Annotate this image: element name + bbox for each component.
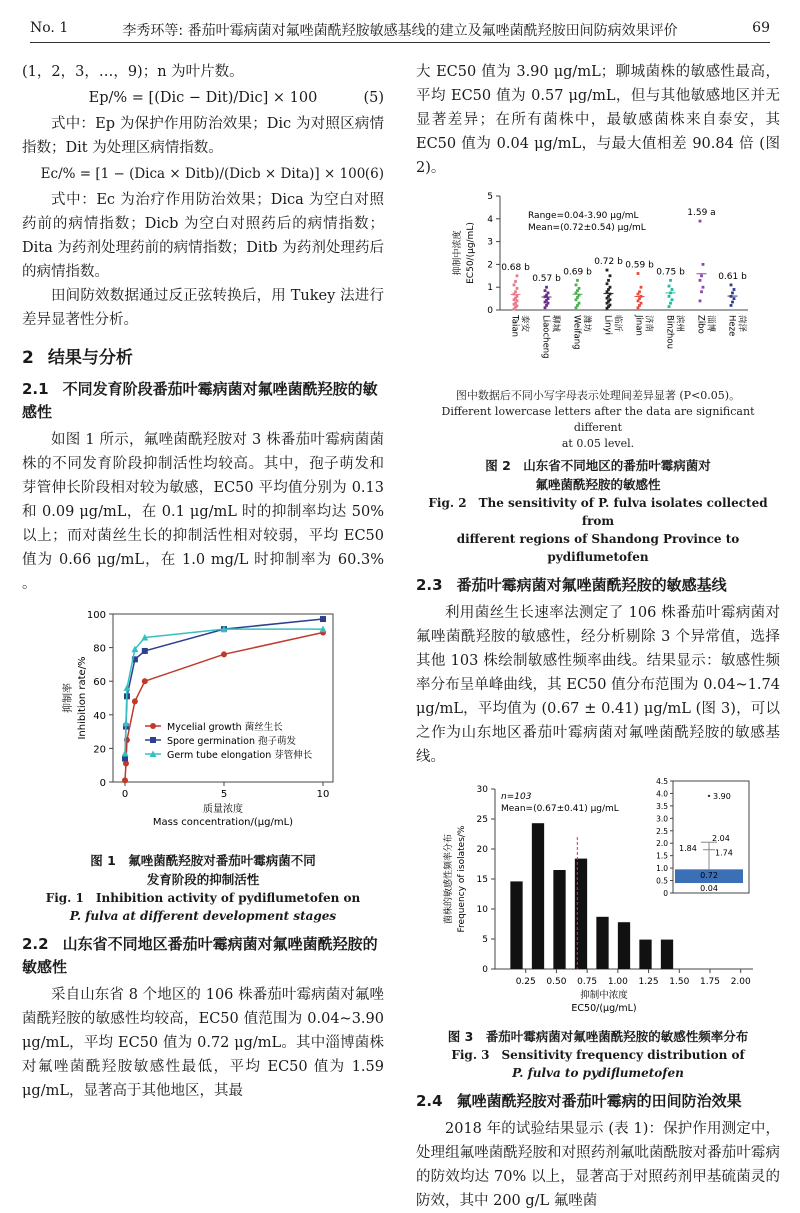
data-point [609,286,612,289]
section-2-1-heading [22,378,384,424]
caption-line: 图 3 番茄叶霉病菌对氟唑菌酰羟胺的敏感性频率分布 [447,1029,749,1044]
data-point [547,302,550,305]
caption-line: P. fulva to pydiflumetofen [512,1066,684,1080]
annotation-range: Range=0.04-3.90 μg/mL [528,211,639,221]
x-tick-label-en: Taian [509,315,520,337]
data-point [516,274,519,277]
left-column [22,60,384,1103]
running-header [30,18,770,43]
data-point [514,280,517,283]
x-tick-label-cn: 临沂 [612,315,623,333]
x-tick-label: 0.50 [546,977,567,987]
y-tick-label: 5 [482,935,488,945]
data-point [638,290,641,293]
caption-line: 氟唑菌酰羟胺的敏感性 [535,477,661,492]
intro-line: (1，2，3，…，9)；n 为叶片数。 [22,64,244,80]
data-point [516,287,519,290]
mean-label: 0.68 b [501,262,530,273]
data-point [668,305,671,308]
page-number: 69 [752,20,770,36]
data-point [516,304,519,307]
x-axis-label-en: EC50/(μg/mL) [571,1003,637,1014]
x-tick-label-cn: 潍坊 [581,315,592,333]
data-point [578,287,581,290]
running-title: 李秀环等: 番茄叶霉病菌对氟唑菌酰羟胺敏感基线的建立及氟唑菌酰羟胺田间防病效果评价 [122,23,678,39]
data-point [513,284,516,287]
y-axis-label-cn: 抑制中浓度 [453,230,463,276]
data-point [576,279,579,282]
figure-3 [416,777,780,1023]
y-tick-label: 100 [86,610,106,621]
data-point [132,698,138,704]
caption-line: Fig. 2 The sensitivity of P. fulva isolates collected from [428,496,768,528]
data-point [575,284,578,287]
data-point [668,295,671,298]
section-number: 2 [22,348,34,368]
y-axis-label-cn: 抑制率 [63,683,74,713]
histogram-bar [661,940,673,969]
histogram-bar [532,823,544,969]
caption-line: P. fulva at different development stages [69,909,337,923]
paragraph-2-1: 如图 1 所示，氟唑菌酰羟胺对 3 株番茄叶霉病菌菌株的不同发育阶段抑制活性均较高。其中，孢子萌发和芽管伸长阶段相对较为敏感，EC50 平均值分别为 0.13 和 0.09 μg/mL，在 0.1 μg/mL 时的抑制率均达 50% 以上；而对菌丝生长的抑制活性相对较弱，平均 EC50 值为 0.66 μg/mL，在 1.0 mg/L 时抑制率为 60.3% 。 [22,432,384,592]
annotation-n: n=103 [501,792,532,802]
data-point [733,288,736,291]
section-number: 2.2 [22,935,49,953]
x-tick-label: 2.00 [730,977,751,987]
y-tick-label: 3 [487,237,493,248]
x-tick-label: 10 [316,789,330,800]
caption-line: 图 1 氟唑菌酰羟胺对番茄叶霉病菌不同 [90,853,316,868]
x-tick-label-cn: 聊城 [550,315,561,333]
annotation-mean: Mean=(0.72±0.54) μg/mL [528,223,646,233]
inset-outlier [708,795,710,797]
note-line: Different lowercase letters after the data are significant different [441,405,755,434]
inset-y-tick-label: 0 [663,889,668,898]
x-tick-label-cn: 泰安 [519,315,530,333]
legend-marker [150,737,156,743]
y-tick-label: 15 [476,875,488,885]
data-point [609,304,612,307]
data-point [699,299,702,302]
y-tick-label: 1 [487,283,493,294]
equation-5-number: (5) [363,90,384,106]
paragraph-2-3: 利用菌丝生长速率法测定了 106 株番茄叶霉病菌对氟唑菌酰羟胺的敏感性，经分析剔除 3 个异常值，选择其他 103 株绘制敏感性频率曲线。结果显示：敏感性频率分布呈单峰曲线，其 EC50 值分布范围为 0.04~1.74 μg/mL，平均值为 (0.67 ± 0.41) μg/mL (图 3)，可以之作为山东地区番茄叶霉病菌对氟唑菌酰羟胺的敏感基线。 [416,605,780,765]
x-tick-label-en: Linyi [602,315,613,335]
y-tick-label: 2 [487,260,493,271]
x-tick-label: 1.25 [638,977,659,987]
y-tick-label: 25 [476,815,488,825]
data-point [578,302,581,305]
equation-6 [22,162,384,186]
data-point [731,301,734,304]
x-tick-label: 1.00 [607,977,628,987]
histogram-bar [639,940,651,969]
x-tick-label: 5 [220,789,228,800]
equation-5-description: 式中：Ep 为保护作用防治效果；Dic 为对照区病情指数；Dit 为处理区病情指数。 [22,116,384,156]
y-tick-label: 5 [487,192,493,202]
section-number: 2.3 [416,576,443,594]
data-point [320,616,326,622]
x-tick-label: 0 [121,789,129,800]
data-point [221,651,227,657]
x-axis-label-cn: 抑制中浓度 [580,990,628,1001]
data-point [730,304,733,307]
data-point [640,302,643,305]
inset-label-min: 0.04 [700,884,718,894]
data-point [122,777,128,783]
paragraph-2-2: 采自山东省 8 个地区的 106 株番茄叶霉病菌对氟唑菌酰羟胺的敏感性均较高，EC50 值范围为 0.04~3.90 μg/mL，平均 EC50 值为 0.72 μg/mL。其中淄博菌株对氟唑菌酰羟胺敏感性最低，平均 EC50 值为 1.59 μg/mL，显著高于其他地区，其最 [22,987,384,1099]
data-point [702,263,705,266]
legend-marker [150,723,156,729]
x-tick-label: 1.75 [699,977,721,987]
y-tick-label: 60 [93,677,106,689]
legend-label: Spore germination 孢子萌发 [167,736,297,747]
inset-label-whisker: 1.74 [715,848,733,858]
x-tick-label-cn: 菏泽 [736,315,747,333]
y-tick-label: 20 [476,845,488,855]
data-point [516,295,519,298]
inset-y-tick-label: 2.5 [656,826,668,836]
data-point [671,298,674,301]
stats-paragraph: 田间防效数据通过反正弦转换后，用 Tukey 法进行差异显著性分析。 [22,288,384,328]
mean-label: 1.59 a [687,208,716,219]
y-axis-label-en: Frequency of isolates/% [457,825,467,933]
data-point [731,292,734,295]
section-title: 不同发育阶段番茄叶霉病菌对氟唑菌酰羟胺的敏感性 [22,380,378,421]
figure-2-caption-en [416,494,780,566]
x-tick-label-cn: 滨州 [674,315,685,333]
section-title: 结果与分析 [47,348,133,368]
section-number: 2.1 [22,380,49,398]
equation-6-number: (6) [364,166,384,182]
x-tick-label-en: Binzhou [664,315,675,350]
x-tick-label: 0.75 [577,977,598,987]
x-axis-label-cn: 质量浓度 [203,804,243,815]
section-2-4-heading [416,1090,780,1113]
data-point [730,284,733,287]
inset-y-tick-label: 4.0 [656,789,668,799]
caption-line: different regions of Shandong Province to pydiflumetofen [456,532,740,564]
section-title: 番茄叶霉病菌对氟唑菌酰羟胺的敏感基线 [456,576,727,594]
y-tick-label: 4 [487,214,493,225]
data-point [637,272,640,275]
y-tick-label: 40 [93,710,106,722]
figure-2-caption-cn [416,456,780,494]
histogram-bar [596,917,608,969]
histogram-bar [553,870,565,969]
paragraph-2-4: 2018 年的试验结果显示 (表 1)：保护作用测定中，处理组氟唑菌酰羟胺和对照药剂氟吡菌酰胺对番茄叶霉病的防效均达 70% 以上，显著高于对照药剂甲基硫菌灵的防效，其中 200 g/L 氟唑菌 [416,1121,780,1209]
figure-3-chart [423,777,773,1015]
data-point [516,299,519,302]
x-tick-label: 1.50 [669,977,690,987]
section-number: 2.4 [416,1092,443,1110]
data-point [606,269,609,272]
data-point [609,274,612,277]
data-point [669,279,672,282]
x-tick-label-en: Weifang [571,315,582,350]
inset-y-tick-label: 4.5 [656,777,668,786]
y-tick-label: 30 [476,785,488,795]
data-point [669,302,672,305]
y-axis-label-en: Inhibition rate/% [77,656,88,740]
section-title: 山东省不同地区番茄叶霉病菌对氟唑菌酰羟胺的敏感性 [22,935,378,976]
y-tick-label: 20 [93,744,106,756]
mean-label: 0.59 b [625,260,654,271]
data-point [547,292,550,295]
data-point [699,220,702,223]
inset-label-fence: 2.04 [712,834,730,844]
equation-6-body: Ec/% = [1 − (Dica × Ditb)/(Dicb × Dita)] × 100 [40,166,366,182]
inset-y-tick-label: 3.5 [656,801,668,811]
y-axis-label-en: EC50/(μg/mL) [466,222,476,284]
data-point [733,297,736,300]
data-point [142,678,148,684]
inset-label-upper: 1.84 [679,844,697,854]
mean-label: 0.72 b [594,257,623,268]
x-axis-label-en: Mass concentration/(μg/mL) [152,817,294,828]
inset-label-outlier: 3.90 [713,791,731,801]
annotation-mean: Mean=(0.67±0.41) μg/mL [501,804,619,814]
legend-label: Germ tube elongation 芽管伸长 [167,750,313,761]
legend-label: Mycelial growth 菌丝生长 [167,722,283,733]
data-point [606,282,609,285]
x-tick-label-en: Heze [726,315,737,337]
data-point [545,286,548,289]
x-tick-label-en: Zibo [695,315,706,334]
mean-label: 0.61 b [718,271,747,282]
mean-label: 0.69 b [563,267,592,278]
inset-y-tick-label: 0.5 [656,876,668,886]
y-tick-label: 0 [487,306,493,316]
section-title: 氟唑菌酰羟胺对番茄叶霉病的田间防治效果 [456,1092,742,1110]
histogram-bar [575,859,587,969]
section-2-3-heading [416,574,780,597]
section-2-heading [22,346,384,370]
data-point [668,285,671,288]
histogram-bar [618,922,630,969]
x-tick-label-en: Jinan [633,315,644,336]
figure-3-caption-en [416,1046,780,1082]
equation-5-body: Ep/% = [(Dic − Dit)/Dic] × 100 [88,90,318,106]
figure-1-caption-cn [22,851,384,889]
data-point [609,298,612,301]
inset-y-tick-label: 1.0 [656,864,668,874]
x-tick-label: 0.25 [515,977,536,987]
data-point [700,290,703,293]
figure-1 [22,604,384,847]
mean-label: 0.75 b [656,267,685,278]
right-column [416,60,780,1213]
data-point [547,297,550,300]
section-2-2-heading [22,933,384,979]
caption-line: Fig. 1 Inhibition activity of pydiflumetofen on [45,891,361,905]
caption-line: 图 2 山东省不同地区的番茄叶霉病菌对 [485,458,711,473]
y-axis-label-cn: 菌株的敏感性频率分布 [444,833,454,925]
data-point [122,720,129,727]
figure-2-note [416,388,780,452]
data-point [702,286,705,289]
figure-1-caption-en [22,889,384,925]
data-point [544,289,547,292]
inset-y-tick-label: 3.0 [656,814,668,824]
data-point [122,750,129,757]
figure-1-chart [33,604,373,839]
paragraph-2-2-continued: 大 EC50 值为 3.90 μg/mL；聊城菌株的敏感性最高，平均 EC50 值为 0.57 μg/mL，但与其他敏感地区并无显著差异；在所有菌株中，最敏感菌株来自泰安，其 EC50 值为 0.04 μg/mL，与最大值相差 90.84 倍 (图 2)。 [416,64,780,176]
note-line: at 0.05 level. [561,437,635,450]
x-tick-label-cn: 淄博 [705,315,716,333]
x-tick-label-cn: 济南 [643,315,654,333]
data-point [671,288,674,291]
inset-y-tick-label: 1.5 [656,851,668,861]
inset-y-tick-label: 2.0 [656,839,668,849]
equation-5 [22,86,384,110]
histogram-bar [510,881,522,969]
figure-2 [416,188,780,384]
data-point [640,286,643,289]
data-point [700,274,703,277]
data-point [514,290,517,293]
x-tick-label-en: Liaocheng [540,315,551,359]
caption-line: Fig. 3 Sensitivity frequency distribution of [451,1048,745,1062]
figure-2-chart [428,188,768,376]
y-tick-label: 0 [482,965,488,975]
data-point [607,279,610,282]
figure-3-caption-cn [416,1027,780,1046]
mean-label: 0.57 b [532,274,561,285]
data-point [142,648,148,654]
y-tick-label: 0 [99,778,106,789]
y-tick-label: 10 [476,905,488,915]
caption-line: 发育阶段的抑制活性 [146,872,260,887]
inset-label-median: 0.72 [700,871,718,881]
equation-6-description: 式中：Ec 为治疗作用防治效果；Dica 为空白对照药前的病情指数；Dicb 为空白对照药后的病情指数；Dita 为药剂处理药前的病情指数；Ditb 为药剂处理药后的病情指数。 [22,192,384,280]
note-line: 图中数据后不同小写字母表示处理间差异显著 (P<0.05)。 [455,389,741,402]
issue-number: No. 1 [30,20,69,36]
data-point [699,279,702,282]
y-tick-label: 80 [93,643,106,655]
